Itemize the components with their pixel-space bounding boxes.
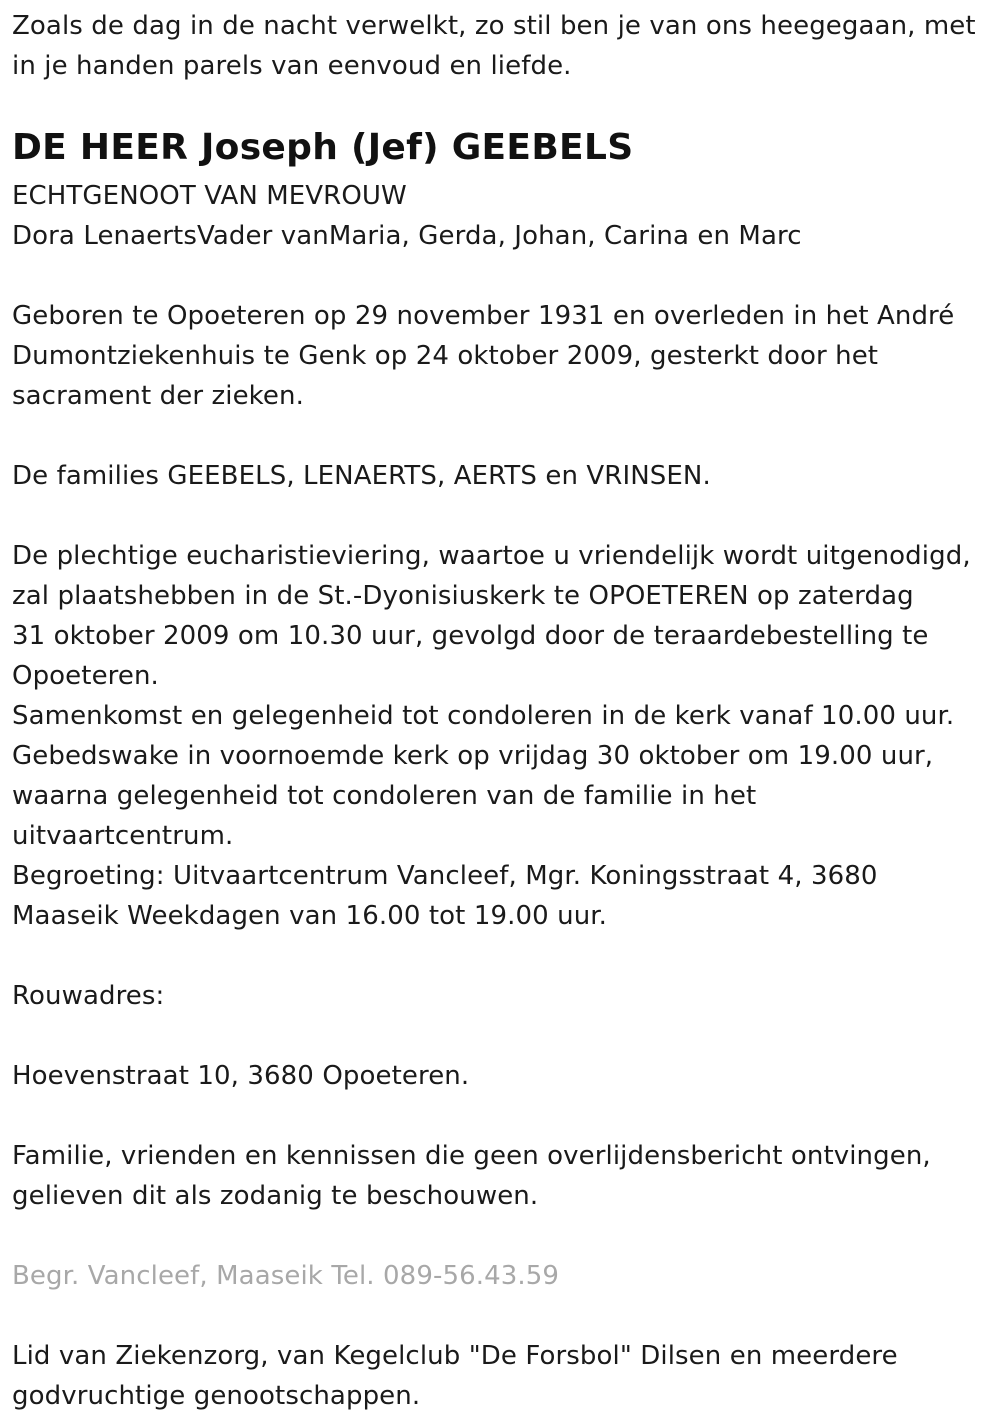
spouse-block	[12, 176, 988, 256]
address-label: Rouwadres:	[12, 981, 165, 1011]
ceremony-line: Samenkomst en gelegenheid tot condoleren in de kerk vanaf 10.00 uur.	[12, 701, 955, 731]
notice-line: gelieven dit als zodanig te beschouwen.	[12, 1181, 539, 1211]
deceased-name-title: DE HEER Joseph (Jef) GEEBELS	[12, 127, 634, 168]
ceremony-line: Begroeting: Uitvaartcentrum Vancleef, Mgr. Koningsstraat 4, 3680	[12, 861, 878, 891]
notice-block	[12, 1136, 988, 1216]
spouse-line: ECHTGENOOT VAN MEVROUW	[12, 181, 407, 211]
ceremony-line: 31 oktober 2009 om 10.30 uur, gevolgd door de teraardebestelling te	[12, 621, 929, 651]
spouse-line: Dora LenaertsVader vanMaria, Gerda, Johan, Carina en Marc	[12, 221, 802, 251]
ceremony-line: Maaseik Weekdagen van 16.00 tot 19.00 uur.	[12, 901, 608, 931]
ceremony-line: uitvaartcentrum.	[12, 821, 234, 851]
ceremony-line: Gebedswake in voornoemde kerk op vrijdag 30 oktober om 19.00 uur,	[12, 741, 934, 771]
intro-verse	[12, 6, 988, 86]
notice-line: Familie, vrienden en kennissen die geen overlijdensbericht ontvingen,	[12, 1141, 931, 1171]
intro-line: Zoals de dag in de nacht verwelkt, zo stil ben je van ons heegegaan, met	[12, 11, 976, 41]
birth-line: Dumontziekenhuis te Genk op 24 oktober 2009, gesterkt door het	[12, 341, 879, 371]
intro-line: in je handen parels van eenvoud en liefde.	[12, 51, 572, 81]
birth-line: sacrament der zieken.	[12, 381, 304, 411]
families-line: De families GEEBELS, LENAERTS, AERTS en VRINSEN.	[12, 461, 711, 491]
ceremony-line: De plechtige eucharistieviering, waartoe u vriendelijk wordt uitgenodigd,	[12, 541, 971, 571]
ceremony-block	[12, 536, 988, 936]
membership-line: Lid van Ziekenzorg, van Kegelclub "De Forsbol" Dilsen en meerdere	[12, 1341, 898, 1371]
ceremony-line: Opoeteren.	[12, 661, 159, 691]
ceremony-line: zal plaatshebben in de St.-Dyonisiuskerk te OPOETEREN op zaterdag	[12, 581, 914, 611]
ceremony-line: waarna gelegenheid tot condoleren van de familie in het	[12, 781, 757, 811]
address-value: Hoevenstraat 10, 3680 Opoeteren.	[12, 1061, 470, 1091]
birth-death-block	[12, 296, 988, 416]
undertaker-contact: Begr. Vancleef, Maaseik Tel. 089-56.43.59	[12, 1261, 560, 1291]
memberships-block	[12, 1336, 988, 1416]
birth-line: Geboren te Opoeteren op 29 november 1931 en overleden in het André	[12, 301, 955, 331]
membership-line: godvruchtige genootschappen.	[12, 1381, 421, 1411]
